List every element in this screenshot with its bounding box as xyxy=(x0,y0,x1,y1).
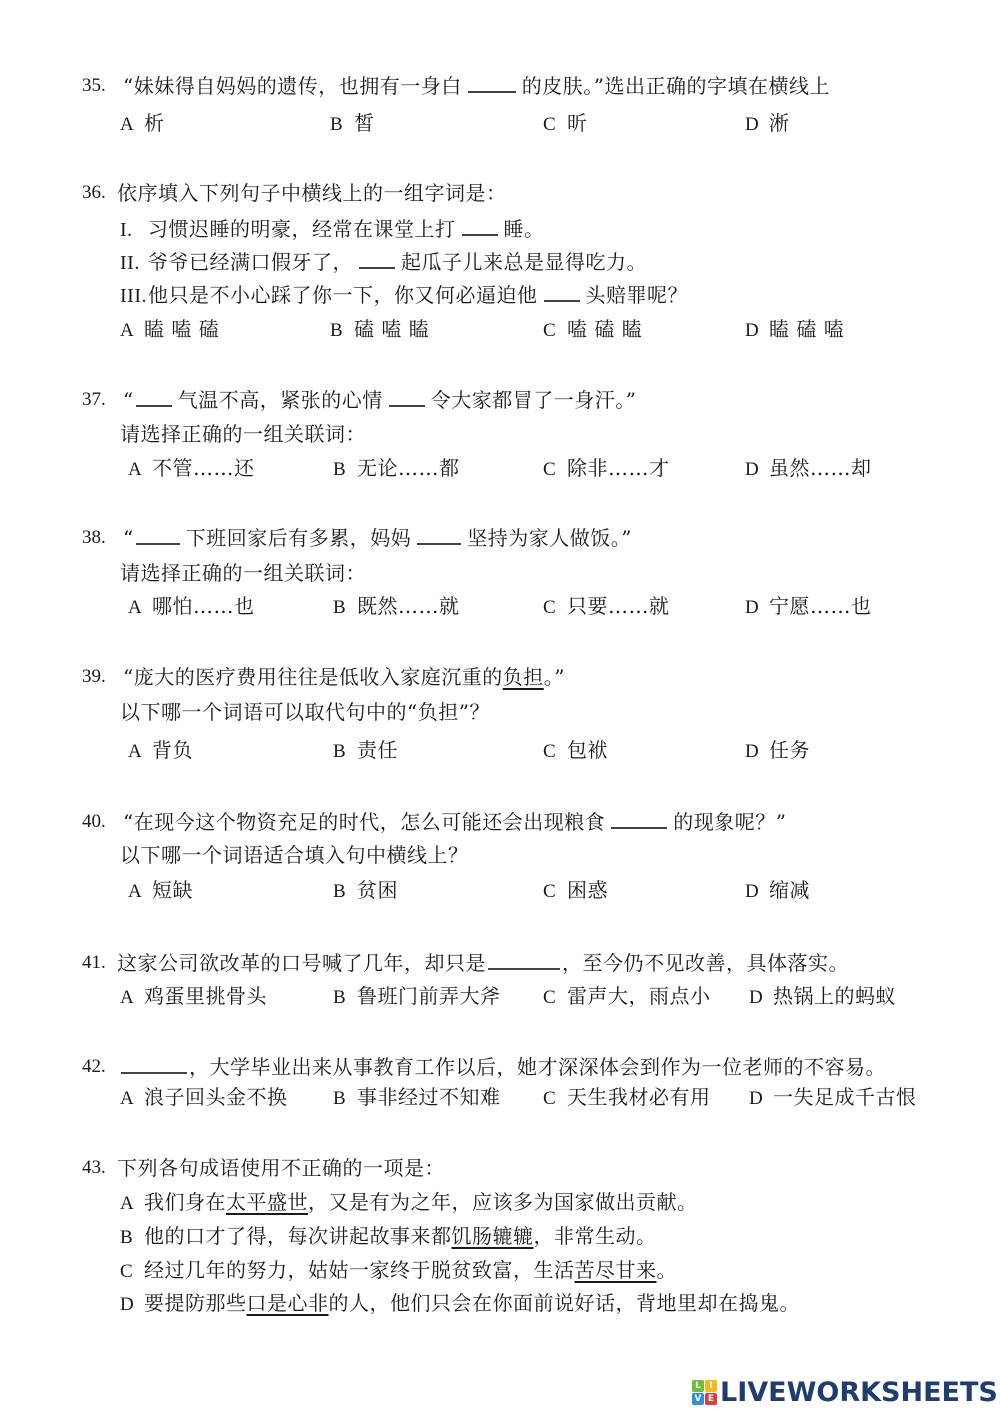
option-label: B xyxy=(120,1227,133,1248)
sentence-3 xyxy=(120,282,688,309)
answer-blank[interactable] xyxy=(417,529,461,545)
option-label: D xyxy=(745,597,759,618)
underlined-word: 负担 xyxy=(502,665,544,689)
logo-blocks-icon xyxy=(692,1380,717,1405)
stem-text: “ xyxy=(123,526,134,550)
option-text: 析 xyxy=(144,111,165,135)
sentence-text: 我们身在 xyxy=(144,1190,226,1214)
option-a[interactable] xyxy=(120,110,165,138)
option-text: 皙 xyxy=(354,111,375,135)
option-label: C xyxy=(543,459,556,480)
option-text: 瞌 嗑 磕 xyxy=(144,317,220,341)
option-d[interactable] xyxy=(749,1084,917,1112)
sentence-text: 他的口才了得，每次讲起故事来都 xyxy=(144,1224,452,1248)
question-number: 35. xyxy=(82,75,106,96)
option-label: A xyxy=(128,741,142,762)
option-c[interactable] xyxy=(543,983,711,1011)
stem-text: “庞大的医疗费用往往是低收入家庭沉重的 xyxy=(123,665,503,689)
logo-block: L xyxy=(692,1380,704,1392)
question-stem xyxy=(123,387,636,413)
stem-text: “ xyxy=(123,388,134,412)
option-text: 一失足成千古恨 xyxy=(773,1085,917,1109)
option-c[interactable] xyxy=(543,110,588,138)
sentence-text: 睡。 xyxy=(503,217,545,241)
option-text: 背负 xyxy=(152,738,193,762)
option-label: D xyxy=(745,881,759,902)
option-text: 短缺 xyxy=(152,878,193,902)
question-stem: 依序填入下列句子中横线上的一组字词是： xyxy=(117,181,507,205)
sentence-text: 。 xyxy=(656,1258,677,1282)
question-stem xyxy=(117,1054,886,1080)
question-number: 39. xyxy=(82,666,106,687)
roman-numeral: II. xyxy=(120,252,140,274)
option-c[interactable] xyxy=(543,316,642,344)
option-label: B xyxy=(333,597,346,618)
option-text: 嗑 磕 瞌 xyxy=(567,317,643,341)
option-d[interactable] xyxy=(745,593,872,621)
sentence-text: ，又是有为之年，应该多为国家做出贡献。 xyxy=(308,1190,698,1214)
option-text: 责任 xyxy=(357,738,398,762)
question-stem xyxy=(123,73,830,99)
option-b[interactable] xyxy=(333,593,460,621)
option-a[interactable] xyxy=(120,983,267,1011)
option-label: C xyxy=(543,741,556,762)
option-label: C xyxy=(120,1261,133,1282)
underlined-idiom: 饥肠辘辘 xyxy=(451,1224,534,1248)
option-text: 无论……都 xyxy=(357,456,460,480)
option-c[interactable] xyxy=(543,877,608,905)
answer-blank[interactable] xyxy=(488,954,560,970)
question-prompt: 以下哪一个词语可以取代句中的“负担”？ xyxy=(120,700,490,724)
option-label: D xyxy=(745,459,759,480)
option-label: B xyxy=(330,320,343,341)
option-b[interactable] xyxy=(330,110,375,138)
answer-blank[interactable] xyxy=(544,286,580,302)
option-label: D xyxy=(749,987,763,1008)
option-text: 困惑 xyxy=(567,878,608,902)
answer-blank[interactable] xyxy=(136,391,172,407)
option-text: 虽然……却 xyxy=(769,456,872,480)
option-text xyxy=(144,1291,800,1315)
stem-text: 坚持为家人做饭。” xyxy=(467,526,632,550)
option-text: 事非经过不知难 xyxy=(357,1085,501,1109)
option-label: B xyxy=(333,881,346,902)
option-label: A xyxy=(120,114,134,135)
option-a[interactable] xyxy=(120,1084,288,1112)
option-d[interactable] xyxy=(745,110,790,138)
question-prompt: 请选择正确的一组关联词： xyxy=(120,561,366,585)
option-d[interactable] xyxy=(745,455,872,483)
sentence-text: 头赔罪呢？ xyxy=(585,283,688,307)
option-c[interactable] xyxy=(543,593,670,621)
option-text: 天生我材必有用 xyxy=(567,1085,711,1109)
sentence-text: 习惯迟睡的明豪，经常在课堂上打 xyxy=(148,217,456,241)
option-c[interactable] xyxy=(543,1084,711,1112)
sentence-text: 他只是不小心踩了你一下，你又何必逼迫他 xyxy=(148,283,538,307)
option-text: 任务 xyxy=(769,738,810,762)
option-text xyxy=(144,1190,698,1214)
option-label: C xyxy=(543,320,556,341)
liveworksheets-logo xyxy=(692,1376,998,1408)
stem-text: 的皮肤。”选出正确的字填在横线上 xyxy=(521,74,830,98)
option-b[interactable] xyxy=(120,1223,657,1251)
option-text: 瞌 磕 嗑 xyxy=(769,317,845,341)
option-a[interactable] xyxy=(120,1189,698,1217)
option-text: 既然……就 xyxy=(357,594,460,618)
option-label: C xyxy=(543,597,556,618)
option-a[interactable] xyxy=(120,316,219,344)
logo-block: V xyxy=(692,1393,704,1405)
option-label: A xyxy=(120,320,134,341)
stem-text: 下班回家后有多累，妈妈 xyxy=(185,526,412,550)
option-label: A xyxy=(120,987,134,1008)
option-a[interactable] xyxy=(128,737,193,765)
option-label: B xyxy=(333,741,346,762)
question-stem xyxy=(123,525,632,551)
option-label: C xyxy=(543,881,556,902)
option-text: 缩减 xyxy=(769,878,810,902)
option-label: C xyxy=(543,987,556,1008)
option-text: 热锅上的蚂蚁 xyxy=(773,984,896,1008)
option-c[interactable] xyxy=(543,737,608,765)
question-number: 38. xyxy=(82,527,106,548)
option-text: 雷声大，雨点小 xyxy=(567,984,711,1008)
question-number: 36. xyxy=(82,182,106,203)
stem-text: 这家公司欲改革的口号喊了几年，却只是 xyxy=(117,951,486,975)
option-text: 昕 xyxy=(567,111,588,135)
question-stem xyxy=(117,950,849,976)
question-prompt: 以下哪一个词语适合填入句中横线上？ xyxy=(120,843,469,867)
option-text xyxy=(144,1224,657,1248)
option-c[interactable] xyxy=(543,455,670,483)
logo-block: I xyxy=(705,1380,717,1392)
answer-blank[interactable] xyxy=(136,529,180,545)
option-text: 不管……还 xyxy=(152,456,255,480)
stem-text: 令大家都冒了一身汗。” xyxy=(430,388,637,412)
option-label: D xyxy=(745,320,759,341)
option-text: 浪子回头金不换 xyxy=(144,1085,288,1109)
roman-numeral: I. xyxy=(120,219,133,241)
stem-text: 。” xyxy=(543,665,565,689)
option-label: B xyxy=(333,987,346,1008)
question-stem xyxy=(123,809,786,835)
roman-numeral: III. xyxy=(120,285,147,307)
sentence-text: 经过几年的努力，姑姑一家终于脱贫致富，生活 xyxy=(144,1258,575,1282)
sentence-1 xyxy=(120,216,545,243)
sentence-text: 爷爷已经满口假牙了， xyxy=(148,250,353,274)
question-stem xyxy=(123,664,565,690)
question-number: 43. xyxy=(82,1157,106,1178)
option-text xyxy=(144,1258,677,1282)
option-label: D xyxy=(749,1088,763,1109)
option-text: 磕 嗑 瞌 xyxy=(354,317,430,341)
answer-blank[interactable] xyxy=(611,813,667,829)
option-label: A xyxy=(128,597,142,618)
option-text: 哪怕……也 xyxy=(152,594,255,618)
option-text: 只要……就 xyxy=(567,594,670,618)
stem-text: “妹妹得自妈妈的遗传，也拥有一身白 xyxy=(123,74,462,98)
sentence-text: 要提防那些 xyxy=(144,1291,247,1315)
option-text: 鸡蛋里挑骨头 xyxy=(144,984,267,1008)
option-label: D xyxy=(120,1294,134,1315)
option-d[interactable] xyxy=(745,316,844,344)
option-label: A xyxy=(128,881,142,902)
option-text: 包袱 xyxy=(567,738,608,762)
question-number: 40. xyxy=(82,811,106,832)
option-a[interactable] xyxy=(128,455,255,483)
option-label: D xyxy=(745,741,759,762)
option-label: B xyxy=(333,1088,346,1109)
option-b[interactable] xyxy=(333,455,460,483)
answer-blank[interactable] xyxy=(468,77,516,93)
option-b[interactable] xyxy=(333,983,501,1011)
option-text: 宁愿……也 xyxy=(769,594,872,618)
question-prompt: 请选择正确的一组关联词： xyxy=(120,422,366,446)
option-a[interactable] xyxy=(128,877,193,905)
brand-text: LIVEWORKSHEETS xyxy=(720,1376,998,1408)
option-label: B xyxy=(333,459,346,480)
question-number: 37. xyxy=(82,389,106,410)
logo-block: E xyxy=(705,1393,717,1405)
answer-blank[interactable] xyxy=(462,220,498,236)
option-text: 鲁班门前弄大斧 xyxy=(357,984,501,1008)
answer-blank[interactable] xyxy=(389,391,425,407)
option-label: C xyxy=(543,114,556,135)
question-number: 41. xyxy=(82,952,106,973)
option-label: A xyxy=(128,459,142,480)
stem-text: “在现今这个物资充足的时代，怎么可能还会出现粮食 xyxy=(123,810,606,834)
underlined-idiom: 口是心非 xyxy=(246,1291,329,1315)
sentence-text: 起瓜子儿来总是显得吃力。 xyxy=(401,250,647,274)
option-label: D xyxy=(745,114,759,135)
sentence-text: 的人，他们只会在你面前说好话，背地里却在捣鬼。 xyxy=(328,1291,800,1315)
option-c[interactable] xyxy=(120,1257,677,1285)
option-text: 淅 xyxy=(769,111,790,135)
option-b[interactable] xyxy=(333,737,398,765)
option-label: A xyxy=(120,1193,134,1214)
stem-text: ，至今仍不见改善，具体落实。 xyxy=(562,951,849,975)
option-d[interactable] xyxy=(745,877,810,905)
option-d[interactable] xyxy=(749,983,896,1011)
option-d[interactable] xyxy=(745,737,810,765)
question-stem: 下列各句成语使用不正确的一项是： xyxy=(117,1156,445,1180)
option-b[interactable] xyxy=(330,316,429,344)
option-label: C xyxy=(543,1088,556,1109)
answer-blank[interactable] xyxy=(121,1058,187,1074)
underlined-idiom: 苦尽甘来 xyxy=(574,1258,657,1282)
sentence-text: ，非常生动。 xyxy=(533,1224,657,1248)
stem-text: 气温不高，紧张的心情 xyxy=(177,388,383,412)
option-b[interactable] xyxy=(333,1084,501,1112)
answer-blank[interactable] xyxy=(359,253,395,269)
underlined-idiom: 太平盛世 xyxy=(226,1190,308,1214)
option-b[interactable] xyxy=(333,877,398,905)
option-text: 除非……才 xyxy=(567,456,670,480)
option-text: 贫困 xyxy=(357,878,398,902)
stem-text: ，大学毕业出来从事教育工作以后，她才深深体会到作为一位老师的不容易。 xyxy=(189,1055,886,1079)
option-label: B xyxy=(330,114,343,135)
sentence-2 xyxy=(120,249,647,276)
option-a[interactable] xyxy=(128,593,255,621)
option-d[interactable] xyxy=(120,1290,800,1318)
option-label: A xyxy=(120,1088,134,1109)
stem-text: 的现象呢？” xyxy=(673,810,787,834)
question-number: 42. xyxy=(82,1056,106,1077)
